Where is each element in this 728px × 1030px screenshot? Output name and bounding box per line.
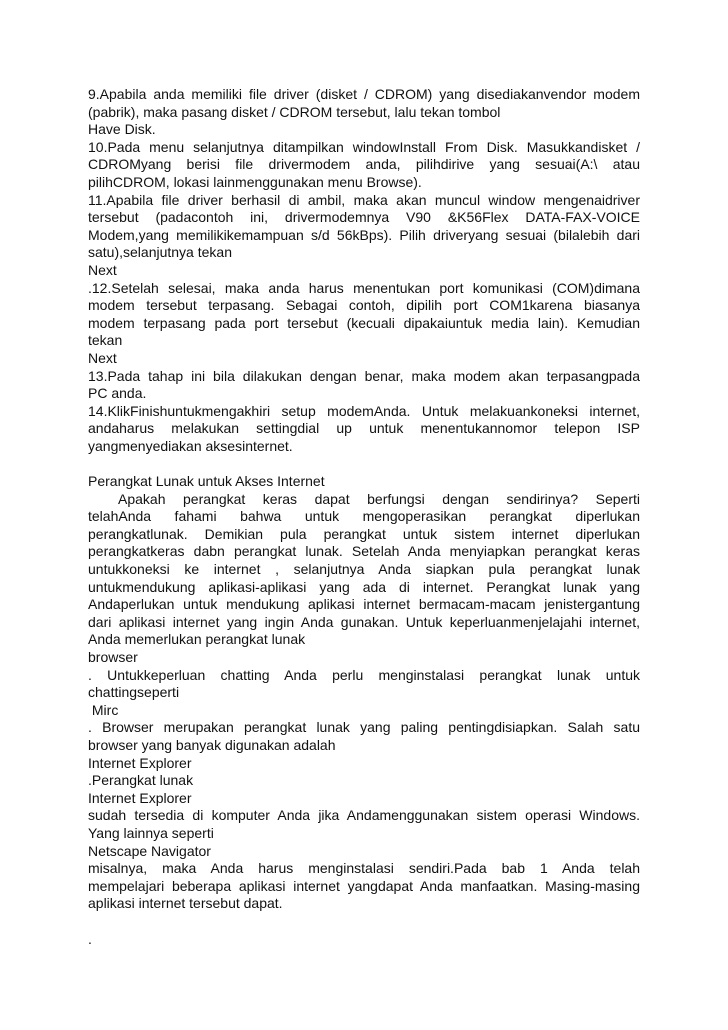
text-line: modem terpasang pada port tersebut (kecuali dipakaiuntuk media lain). Kemudian	[88, 314, 640, 331]
text-line: Next	[88, 261, 117, 278]
text-line: mempelajari beberapa aplikasi internet yangdapat Anda manfaatkan. Masing-masing	[88, 877, 640, 894]
text-line: Yang lainnya seperti	[88, 824, 214, 841]
text-line: perangkatkeras dabn perangkat lunak. Setelah Anda menyiapkan perangkat keras	[88, 543, 640, 560]
text-line: tekan	[88, 332, 123, 349]
text-line: browser	[88, 649, 138, 665]
text-line: 13.Pada tahap ini bila dilakukan dengan benar, maka modem akan terpasangpada	[88, 367, 640, 384]
text-line: 11.Apabila file driver berhasil di ambil, maka akan muncul window mengenaidriver	[88, 191, 640, 208]
text-line: browser yang banyak digunakan adalah	[88, 736, 336, 753]
text-line: satu),selanjutnya tekan	[88, 244, 232, 261]
blank-line	[88, 913, 640, 931]
text-line: chattingseperti	[88, 684, 180, 701]
text-line: .12.Setelah selesai, maka anda harus menentukan port komunikasi (COM)dimana	[88, 279, 640, 296]
text-line: sudah tersedia di komputer Anda jika Andamenggunakan sistem operasi Windows.	[88, 807, 640, 824]
text-line: 9.Apabila anda memiliki file driver (disket / CDROM) yang disediakanvendor modem	[88, 86, 640, 102]
text-line: perangkatlunak. Demikian pula perangkat untuk sistem internet diperlukan	[88, 525, 640, 542]
text-line: Apakah perangkat keras dapat berfungsi dengan sendirinya? Seperti	[118, 490, 640, 507]
text-line: Next	[88, 349, 117, 366]
text-line: CDROMyang berisi file drivermodem anda, pilihdirive yang sesuai(A:\ atau	[88, 156, 640, 173]
text-line: 14.KlikFinishuntukmengakhiri setup modemAnda. Untuk melakuankoneksi internet,	[88, 402, 640, 419]
text-line: telahAnda fahami bahwa untuk mengoperasikan perangkat diperlukan	[88, 508, 640, 525]
text-line: .Perangkat lunak	[88, 772, 194, 789]
text-line: dari aplikasi internet yang ingin Anda gunakan. Untuk keperluanmenjelajahi internet,	[88, 613, 640, 630]
text-line: .	[88, 930, 92, 947]
text-line: misalnya, maka Anda harus menginstalasi sendiri.Pada bab 1 Anda telah	[88, 860, 640, 877]
text-line: yangmenyediakan aksesinternet.	[88, 437, 293, 454]
text-line: Mirc	[88, 701, 119, 718]
text-line: Anda memerlukan perangkat lunak	[88, 631, 306, 648]
text-line: andaharus melakukan settingdial up untuk menentukannomor telepon ISP	[88, 420, 640, 437]
text-line: Modem,yang memilikikemampuan s/d 56kBps). Pilih driveryang sesuai (bilalebih dari	[88, 226, 640, 243]
text-line: Perangkat Lunak untuk Akses Internet	[88, 473, 325, 490]
text-line: untukkoneksi ke internet , selanjutnya Anda siapkan pula perangkat lunak	[88, 561, 640, 578]
text-line: aplikasi internet tersebut dapat.	[88, 895, 283, 912]
text-line: pilihCDROM, lokasi lainmenggunakan menu Browse).	[88, 173, 422, 190]
text-line: Netscape Navigator	[88, 842, 211, 859]
text-line: Andaperlukan untuk mendukung aplikasi internet bermacam-macam jenistergantung	[88, 596, 640, 613]
blank-line	[88, 455, 640, 473]
text-line: (pabrik), maka pasang disket / CDROM tersebut, lalu tekan tombol	[88, 103, 501, 120]
text-line: . Untukkeperluan chatting Anda perlu menginstalasi perangkat lunak untuk	[88, 666, 640, 683]
text-line: 10.Pada menu selanjutnya ditampilkan windowInstall From Disk. Masukkandisket /	[88, 138, 640, 155]
text-line: Internet Explorer	[88, 754, 192, 771]
text-line: modem tersebut terpasang. Sebagai contoh, dipilih port COM1karena biasanya	[88, 297, 640, 314]
text-line: tersebut (padacontoh ini, drivermodemnya V90 &K56Flex DATA-FAX-VOICE	[88, 209, 640, 226]
document-page	[88, 86, 640, 948]
text-line: PC anda.	[88, 385, 147, 402]
text-line: Internet Explorer	[88, 789, 192, 806]
text-line: Have Disk.	[88, 121, 156, 138]
text-line: . Browser merupakan perangkat lunak yang paling pentingdisiapkan. Salah satu	[88, 719, 640, 736]
text-line: untukmendukung aplikasi-aplikasi yang ada di internet. Perangkat lunak yang	[88, 578, 640, 595]
